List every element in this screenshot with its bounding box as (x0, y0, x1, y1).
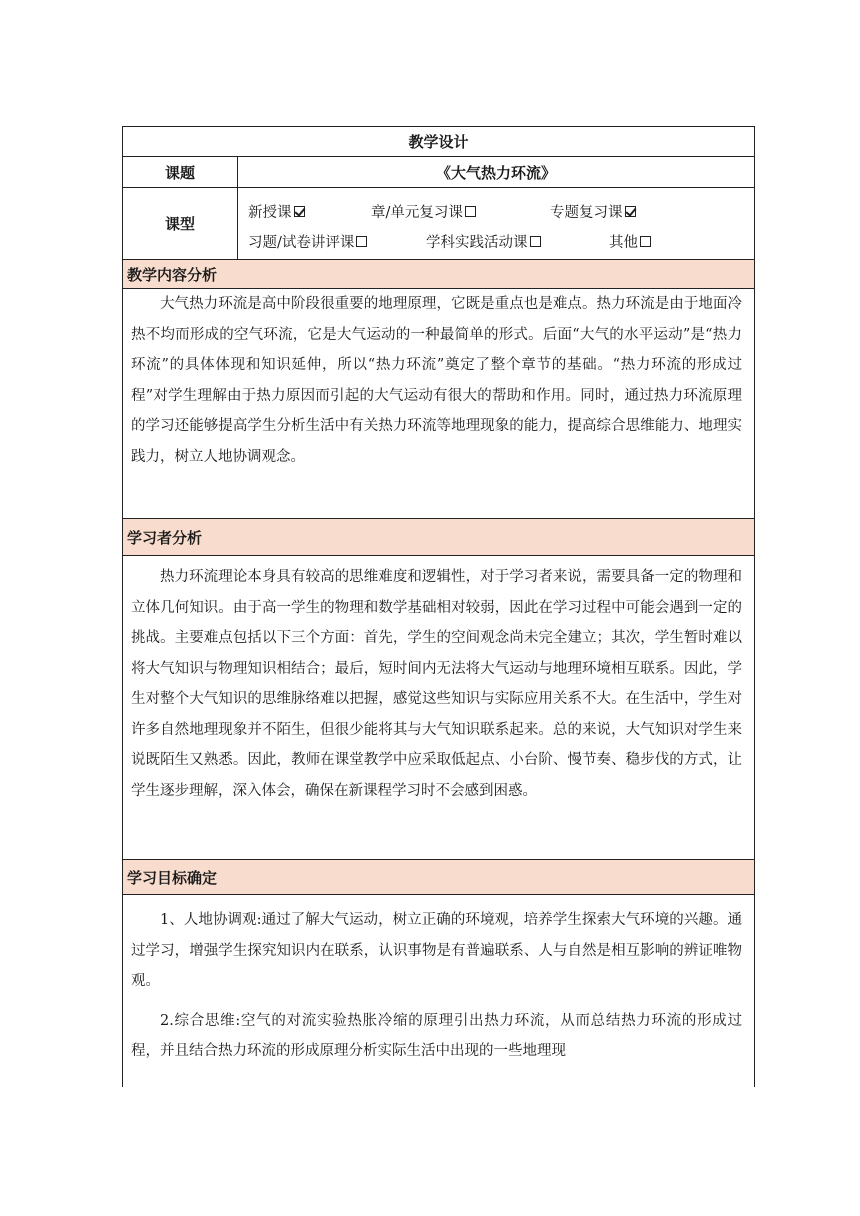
content-analysis-text: 大气热力环流是高中阶段很重要的地理原理，它既是重点也是难点。热力环流是由于地面冷热不均而形成的空气环流，它是大气运动的一种最简单的形式。后面“大气的水平运动”是“热力环流”的具体体现和知识延伸，所以“热力环流”奠定了整个章节的基础。“热力环流的形成过程”对学生理解由于热力原因而引起的大气运动有很大的帮助和作用。同时，通过热力环流原理的学习还能够提高学生分析生活中有关热力环流等地理现象的能力，提高综合思维能力、地理实践力，树立人地协调观念。 (131, 296, 742, 465)
objective-item-2: 2.综合思维:空气的对流实验热胀冷缩的原理引出热力环流，从而总结热力环流的形成过程，并且结合热力环流的形成原理分析实际生活中出现的一些地理现 (131, 1012, 742, 1059)
option-label: 新授课 (248, 204, 292, 221)
option-new-lesson[interactable] (248, 201, 371, 222)
checkbox-icon[interactable] (465, 206, 476, 217)
lesson-design-table (122, 126, 755, 1087)
option-chapter-review[interactable] (371, 201, 550, 222)
checkbox-icon[interactable] (640, 236, 651, 247)
learner-analysis-text: 热力环流理论本身具有较高的思维难度和逻辑性，对于学习者来说，需要具备一定的物理和立体几何知识。由于高一学生的物理和数学基础相对较弱，因此在学习过程中可能会遇到一定的挑战。主要难点包括以下三个方面：首先，学生的空间观念尚未完全建立；其次，学生暂时难以将大气知识与物理知识相结合；最后，短时间内无法将大气运动与地理环境相互联系。因此，学生对整个大气知识的思维脉络难以把握，感觉这些知识与实际应用关系不大。在生活中，学生对许多自然地理现象并不陌生，但很少能将其与大气知识联系起来。总的来说，大气知识对学生来说既陌生又熟悉。因此，教师在课堂教学中应采取低起点、小台阶、慢节奏、稳步伐的方式，让学生逐步理解，深入体会，确保在新课程学习时不会感到困惑。 (131, 569, 742, 799)
lesson-type-options (238, 188, 754, 259)
option-label: 习题/试卷讲评课 (248, 234, 355, 251)
option-label: 其他 (609, 234, 638, 251)
content-analysis-body (123, 289, 754, 519)
checkbox-icon[interactable] (356, 236, 367, 247)
topic-row (123, 157, 754, 188)
checkbox-checked-icon[interactable] (625, 206, 636, 217)
lesson-type-row (123, 188, 754, 260)
topic-label: 课题 (123, 157, 238, 187)
lesson-type-line-2 (248, 226, 754, 256)
objectives-heading: 学习目标确定 (123, 860, 754, 895)
option-label: 章/单元复习课 (371, 204, 463, 221)
objectives-body (123, 895, 754, 1087)
learner-analysis-heading: 学习者分析 (123, 519, 754, 556)
topic-value: 《大气热力环流》 (435, 163, 556, 182)
option-topic-review[interactable] (550, 201, 636, 222)
table-title: 教学设计 (123, 127, 754, 157)
lesson-type-line-1 (248, 196, 754, 226)
option-label: 学科实践活动课 (426, 234, 528, 251)
objective-item-1: 1、人地协调观:通过了解大气运动，树立正确的环境观，培养学生探索大气环境的兴趣。通过学习，增强学生探究知识内在联系，认识事物是有普遍联系、人与自然是相互影响的辨证唯物观。 (131, 912, 742, 989)
option-exercise-review[interactable] (248, 231, 426, 252)
content-analysis-heading: 教学内容分析 (123, 260, 754, 289)
option-practice-activity[interactable] (426, 231, 609, 252)
checkbox-checked-icon[interactable] (294, 206, 305, 217)
learner-analysis-body (123, 556, 754, 860)
option-other[interactable] (609, 231, 651, 252)
checkbox-icon[interactable] (530, 236, 541, 247)
option-label: 专题复习课 (550, 204, 623, 221)
lesson-type-label: 课型 (123, 188, 238, 259)
